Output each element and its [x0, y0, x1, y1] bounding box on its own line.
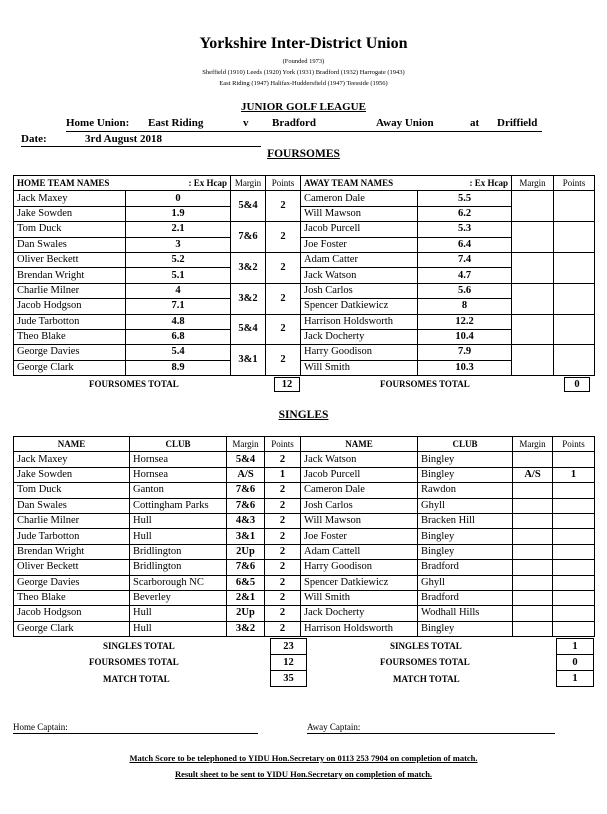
home-player-name: George Davies [14, 575, 130, 590]
home-player-club: Hull [130, 513, 227, 528]
home-player-name: Jake Sowden [14, 467, 130, 482]
home-player-club: Beverley [130, 590, 227, 605]
foursomes-row [14, 345, 595, 360]
foursomes-total-home: 12 [274, 377, 300, 392]
away-player-name: Adam Catter [301, 252, 418, 267]
home-player-name: Jack Maxey [14, 191, 126, 206]
foursomes-table [13, 175, 595, 376]
col-away-points: Points [554, 176, 595, 191]
home-player-name: Theo Blake [14, 590, 130, 605]
singles-away-margin [513, 529, 553, 544]
away-player-hcap: 8 [418, 299, 512, 314]
singles-row [14, 513, 595, 528]
home-player-hcap: 0 [126, 191, 231, 206]
singles-row [14, 590, 595, 605]
foursomes-points: 2 [266, 283, 301, 314]
singles-margin: 3&1 [227, 529, 265, 544]
home-player-hcap: 4.8 [126, 314, 231, 329]
foursomes-away-margin [512, 314, 554, 345]
away-player-club: Bingley [418, 452, 513, 467]
foursomes-margin: 3&2 [231, 252, 266, 283]
col-margin: Margin [231, 176, 266, 191]
away-player-club: Rawdon [418, 483, 513, 498]
singles-margin: 2Up [227, 544, 265, 559]
home-player-hcap: 5.1 [126, 268, 231, 283]
singles-away-margin [513, 513, 553, 528]
singles-total-label-away: SINGLES TOTAL [390, 641, 462, 651]
home-player-name: George Clark [14, 360, 126, 375]
home-player-name: Dan Swales [14, 237, 126, 252]
document-title: Yorkshire Inter-District Union [199, 35, 408, 52]
away-player-name: Will Mawson [301, 206, 418, 221]
col-singles-margin: Margin [227, 437, 265, 452]
away-totals-box [556, 638, 594, 687]
foursomes-away-points [554, 283, 595, 314]
away-player-club: Wodhall Hills [418, 606, 513, 621]
singles-away-margin [513, 483, 553, 498]
home-singles-total: 23 [271, 639, 306, 655]
singles-points: 2 [265, 590, 301, 605]
singles-points: 2 [265, 452, 301, 467]
away-union-team: Bradford [272, 117, 316, 129]
away-player-name: Adam Cattell [301, 544, 418, 559]
singles-margin: 3&2 [227, 621, 265, 636]
away-player-name: Joe Foster [301, 529, 418, 544]
home-player-club: Cottingham Parks [130, 498, 227, 513]
vs-label: v [243, 117, 249, 129]
foursomes-row [14, 206, 595, 221]
foursomes-away-margin [512, 283, 554, 314]
home-player-club: Hull [130, 529, 227, 544]
singles-row [14, 452, 595, 467]
singles-away-margin: A/S [513, 467, 553, 482]
singles-points: 2 [265, 575, 301, 590]
singles-margin: 7&6 [227, 560, 265, 575]
foursomes-points: 2 [266, 191, 301, 222]
home-player-name: Jude Tarbotton [14, 314, 126, 329]
singles-points: 2 [265, 560, 301, 575]
col-away-club: CLUB [418, 437, 513, 452]
away-player-hcap: 5.5 [418, 191, 512, 206]
singles-away-points [553, 575, 595, 590]
home-player-name: Tom Duck [14, 483, 130, 498]
singles-away-margin [513, 498, 553, 513]
away-player-name: Harrison Holdsworth [301, 314, 418, 329]
at-label: at [470, 117, 480, 129]
home-captain-label: Home Captain: [13, 722, 68, 732]
foursomes-total-label-away: FOURSOMES TOTAL [380, 379, 470, 389]
away-captain-label: Away Captain: [307, 722, 361, 732]
singles-away-points [553, 452, 595, 467]
union-underline [66, 131, 542, 132]
away-player-name: Jacob Purcell [301, 467, 418, 482]
home-player-name: Tom Duck [14, 222, 126, 237]
away-player-hcap: 12.2 [418, 314, 512, 329]
away-player-hcap: 6.4 [418, 237, 512, 252]
away-player-club: Ghyll [418, 575, 513, 590]
foursomes-margin: 5&4 [231, 191, 266, 222]
away-player-name: Harry Goodison [301, 560, 418, 575]
singles-away-margin [513, 452, 553, 467]
foursomes-away-points [554, 222, 595, 253]
away-player-name: Jack Watson [301, 452, 418, 467]
foursomes-away-points [554, 345, 595, 376]
away-player-club: Ghyll [418, 498, 513, 513]
singles-away-points [553, 529, 595, 544]
singles-margin: A/S [227, 467, 265, 482]
singles-away-points: 1 [553, 467, 595, 482]
home-player-club: Scarborough NC [130, 575, 227, 590]
home-player-name: Theo Blake [14, 329, 126, 344]
away-player-club: Bradford [418, 590, 513, 605]
foursomes-margin: 5&4 [231, 314, 266, 345]
singles-margin: 4&3 [227, 513, 265, 528]
home-player-hcap: 1.9 [126, 206, 231, 221]
home-player-name: Dan Swales [14, 498, 130, 513]
home-player-club: Ganton [130, 483, 227, 498]
away-player-hcap: 10.4 [418, 329, 512, 344]
away-player-name: Cameron Dale [301, 191, 418, 206]
home-foursomes-total: 12 [271, 655, 306, 671]
singles-away-margin [513, 560, 553, 575]
home-player-name: Brendan Wright [14, 544, 130, 559]
singles-points: 2 [265, 483, 301, 498]
singles-away-margin [513, 621, 553, 636]
away-match-total: 1 [572, 673, 578, 684]
away-player-name: Jack Watson [301, 268, 418, 283]
foursomes-away-margin [512, 191, 554, 222]
away-player-name: Spencer Datkiewicz [301, 575, 418, 590]
singles-away-points [553, 544, 595, 559]
foursomes-row [14, 360, 595, 375]
away-player-club: Bradford [418, 560, 513, 575]
singles-away-margin [513, 544, 553, 559]
away-player-hcap: 7.4 [418, 252, 512, 267]
singles-heading: SINGLES [278, 409, 329, 421]
home-player-name: Jacob Hodgson [14, 299, 126, 314]
col-home-exhcap: : Ex Hcap [126, 176, 231, 191]
date-underline [21, 146, 261, 147]
singles-away-margin [513, 575, 553, 590]
singles-points: 1 [265, 467, 301, 482]
away-player-name: Josh Carlos [301, 283, 418, 298]
singles-margin: 7&6 [227, 483, 265, 498]
home-player-hcap: 4 [126, 283, 231, 298]
foursomes-margin: 7&6 [231, 222, 266, 253]
away-player-hcap: 5.3 [418, 222, 512, 237]
foursomes-row [14, 252, 595, 267]
away-captain-line[interactable] [307, 733, 555, 734]
home-player-name: Oliver Beckett [14, 252, 126, 267]
home-player-hcap: 8.9 [126, 360, 231, 375]
home-player-hcap: 6.8 [126, 329, 231, 344]
col-away-name: NAME [301, 437, 418, 452]
singles-away-points [553, 513, 595, 528]
away-player-club: Bingley [418, 621, 513, 636]
singles-row [14, 529, 595, 544]
home-player-hcap: 2.1 [126, 222, 231, 237]
foursomes-total-label-away-2: FOURSOMES TOTAL [380, 657, 470, 667]
foursomes-points: 2 [266, 222, 301, 253]
match-total-label-home: MATCH TOTAL [103, 674, 170, 684]
away-foursomes-total: 0 [557, 655, 593, 671]
singles-margin: 6&5 [227, 575, 265, 590]
away-player-name: Jack Docherty [301, 606, 418, 621]
foursomes-margin: 3&2 [231, 283, 266, 314]
foursomes-points: 2 [266, 252, 301, 283]
singles-away-margin [513, 590, 553, 605]
singles-margin: 5&4 [227, 452, 265, 467]
singles-points: 2 [265, 498, 301, 513]
col-away-exhcap: : Ex Hcap [418, 176, 512, 191]
home-totals-box [270, 638, 307, 687]
singles-table [13, 436, 595, 637]
footer-note-result: Result sheet to be sent to YIDU Hon.Secretary on completion of match. [174, 769, 433, 779]
date-value: 3rd August 2018 [85, 133, 163, 145]
singles-points: 2 [265, 513, 301, 528]
foursomes-away-points [554, 191, 595, 222]
away-player-name: Harry Goodison [301, 345, 418, 360]
col-home-name: NAME [14, 437, 130, 452]
away-player-hcap: 10.3 [418, 360, 512, 375]
foursomes-row [14, 299, 595, 314]
away-player-name: Harrison Holdsworth [301, 621, 418, 636]
foursomes-away-margin [512, 345, 554, 376]
col-singles-away-margin: Margin [513, 437, 553, 452]
foursomes-points: 2 [266, 345, 301, 376]
singles-points: 2 [265, 529, 301, 544]
home-match-total: 35 [283, 673, 294, 684]
home-player-name: George Davies [14, 345, 126, 360]
home-player-name: Oliver Beckett [14, 560, 130, 575]
foursomes-row [14, 268, 595, 283]
away-singles-total: 1 [557, 639, 593, 655]
foursomes-away-points [554, 252, 595, 283]
home-player-name: Jude Tarbotton [14, 529, 130, 544]
home-player-hcap: 5.4 [126, 345, 231, 360]
away-player-name: Will Smith [301, 590, 418, 605]
away-player-club: Bingley [418, 544, 513, 559]
away-player-hcap: 7.9 [418, 345, 512, 360]
home-player-club: Hornsea [130, 467, 227, 482]
districts-line-1: Sheffield (1910) Leeds (1920) York (1931) Bradford (1932) Harrogate (1943) [202, 69, 405, 76]
singles-points: 2 [265, 621, 301, 636]
away-player-hcap: 4.7 [418, 268, 512, 283]
singles-total-label-home: SINGLES TOTAL [103, 641, 175, 651]
away-player-club: Bracken Hill [418, 513, 513, 528]
singles-away-margin [513, 606, 553, 621]
away-union-label: Away Union [376, 117, 434, 129]
foursomes-row [14, 283, 595, 298]
foursomes-points: 2 [266, 314, 301, 345]
away-player-name: Will Smith [301, 360, 418, 375]
foursomes-row [14, 237, 595, 252]
singles-margin: 2Up [227, 606, 265, 621]
districts-line-2: East Riding (1947) Halifax-Huddersfield (1947) Teesside (1956) [219, 80, 388, 87]
home-player-name: Jack Maxey [14, 452, 130, 467]
away-player-name: Cameron Dale [301, 483, 418, 498]
venue: Driffield [497, 117, 538, 129]
foursomes-row [14, 222, 595, 237]
away-player-hcap: 6.2 [418, 206, 512, 221]
home-player-club: Hull [130, 606, 227, 621]
singles-points: 2 [265, 606, 301, 621]
col-singles-points: Points [265, 437, 301, 452]
singles-row [14, 560, 595, 575]
singles-row [14, 498, 595, 513]
foursomes-away-margin [512, 252, 554, 283]
singles-row [14, 483, 595, 498]
away-player-name: Josh Carlos [301, 498, 418, 513]
away-player-name: Joe Foster [301, 237, 418, 252]
foursomes-margin: 3&1 [231, 345, 266, 376]
singles-points: 2 [265, 544, 301, 559]
foursomes-row [14, 314, 595, 329]
footer-note-phone: Match Score to be telephoned to YIDU Hon.Secretary on 0113 253 7904 on completion of match. [129, 753, 478, 763]
singles-margin: 2&1 [227, 590, 265, 605]
singles-row [14, 544, 595, 559]
col-away-margin: Margin [512, 176, 554, 191]
founded-note: (Founded 1973) [282, 58, 325, 65]
date-label: Date: [21, 133, 47, 145]
singles-row [14, 467, 595, 482]
foursomes-total-label-home: FOURSOMES TOTAL [89, 379, 179, 389]
home-union-value: East Riding [148, 117, 204, 129]
away-player-club: Bingley [418, 529, 513, 544]
home-player-name: Charlie Milner [14, 283, 126, 298]
home-union-label: Home Union: [66, 117, 130, 129]
foursomes-total-away: 0 [564, 377, 590, 392]
home-player-club: Bridlington [130, 544, 227, 559]
away-player-name: Spencer Datkiewicz [301, 299, 418, 314]
league-title: JUNIOR GOLF LEAGUE [241, 101, 366, 113]
singles-row [14, 575, 595, 590]
home-player-hcap: 5.2 [126, 252, 231, 267]
away-player-club: Bingley [418, 467, 513, 482]
singles-away-points [553, 590, 595, 605]
home-player-club: Hull [130, 621, 227, 636]
away-player-name: Jacob Purcell [301, 222, 418, 237]
away-player-name: Jack Docherty [301, 329, 418, 344]
home-player-hcap: 7.1 [126, 299, 231, 314]
col-singles-away-points: Points [553, 437, 595, 452]
foursomes-away-margin [512, 222, 554, 253]
singles-away-points [553, 621, 595, 636]
singles-away-points [553, 498, 595, 513]
home-player-name: Jacob Hodgson [14, 606, 130, 621]
col-home-team: HOME TEAM NAMES [14, 176, 126, 191]
foursomes-row [14, 191, 595, 206]
col-points: Points [266, 176, 301, 191]
home-player-name: George Clark [14, 621, 130, 636]
away-player-hcap: 5.6 [418, 283, 512, 298]
singles-row [14, 606, 595, 621]
singles-away-points [553, 606, 595, 621]
singles-row [14, 621, 595, 636]
home-captain-line[interactable] [13, 733, 258, 734]
foursomes-total-label-home-2: FOURSOMES TOTAL [89, 657, 179, 667]
home-player-name: Jake Sowden [14, 206, 126, 221]
foursomes-heading: FOURSOMES [267, 148, 340, 160]
match-total-label-away: MATCH TOTAL [393, 674, 460, 684]
singles-away-points [553, 483, 595, 498]
foursomes-away-points [554, 314, 595, 345]
col-away-team: AWAY TEAM NAMES [301, 176, 418, 191]
home-player-name: Brendan Wright [14, 268, 126, 283]
col-home-club: CLUB [130, 437, 227, 452]
singles-away-points [553, 560, 595, 575]
home-player-club: Bridlington [130, 560, 227, 575]
away-player-name: Will Mawson [301, 513, 418, 528]
home-player-name: Charlie Milner [14, 513, 130, 528]
home-player-hcap: 3 [126, 237, 231, 252]
singles-margin: 7&6 [227, 498, 265, 513]
foursomes-row [14, 329, 595, 344]
home-player-club: Hornsea [130, 452, 227, 467]
